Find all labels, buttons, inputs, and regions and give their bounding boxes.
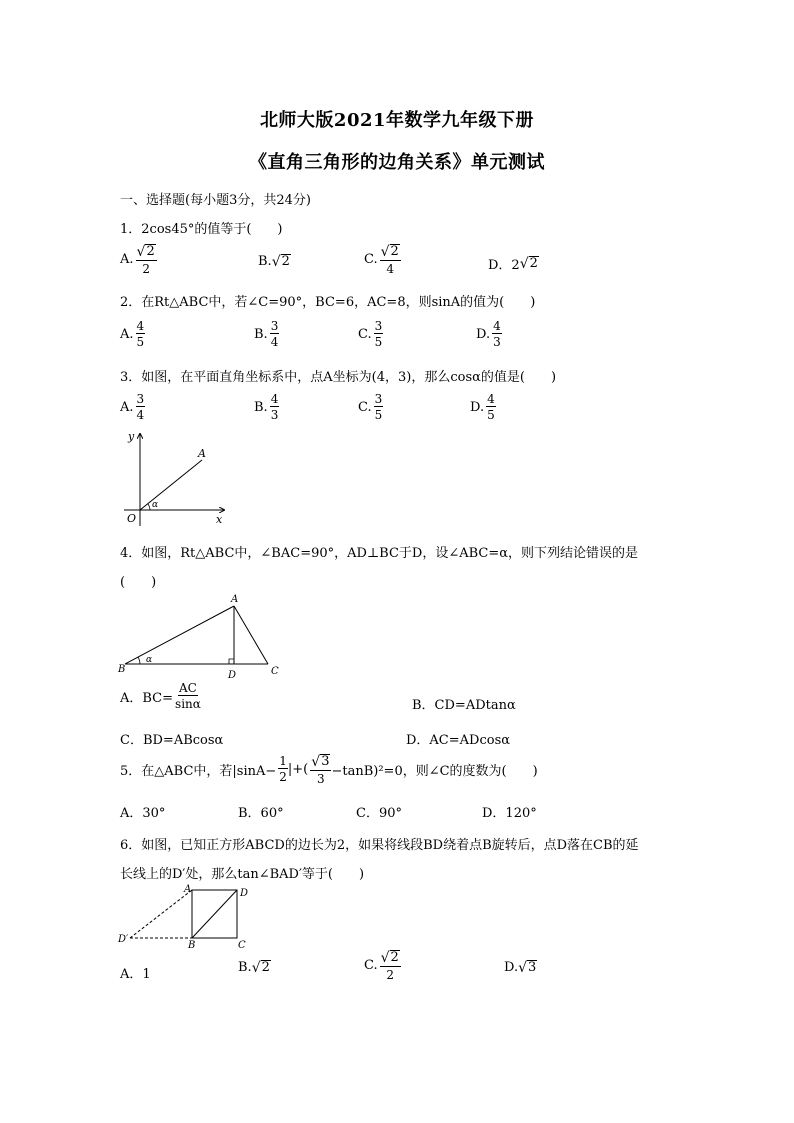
ray-oa: [140, 460, 202, 510]
q4-triangle-figure: [116, 592, 286, 682]
right-angle-mark: [229, 659, 234, 664]
q6-option-a[interactable]: A．1: [120, 967, 151, 982]
angle-arc: [148, 504, 150, 510]
q4-option-a[interactable]: A．BC= $\frac{AC}{\sin\alpha}$: [120, 681, 201, 711]
q3-option-b[interactable]: B. $\frac{4}{3}$: [254, 392, 279, 422]
q6-square-figure: [116, 882, 256, 950]
question-4-paren: ( ): [120, 575, 157, 590]
vertex-a-label: A: [231, 594, 239, 605]
question-6-text-line-1: 6．如图，已知正方形ABCD的边长为2，如果将线段BD绕着点B旋转后，点D落在CB的延: [120, 838, 639, 853]
question-1-text: 1．2cos45°的值等于( ): [120, 222, 283, 237]
q6-option-d[interactable]: D. √ 3: [504, 959, 537, 976]
q3-coordinate-figure: [118, 428, 233, 528]
q4-option-c[interactable]: C．BD=ABcosα: [120, 733, 224, 748]
q3-option-d[interactable]: D. $\frac{4}{5}$: [470, 392, 495, 422]
q5-option-b[interactable]: B．60°: [238, 806, 284, 821]
q3-option-a[interactable]: A. $\frac{3}{4}$: [120, 392, 145, 422]
q5-option-a[interactable]: A．30°: [120, 806, 166, 821]
q5-option-d[interactable]: D．120°: [482, 806, 537, 821]
q6-option-c[interactable]: C. √ 2 2: [364, 949, 399, 982]
vertex-c-label: C: [238, 940, 246, 950]
vertex-b-label: B: [118, 664, 126, 675]
question-2-text: 2．在Rt△ABC中，若∠C=90°，BC=6，AC=8，则sinA的值为( ): [120, 295, 536, 310]
x-axis-label: x: [216, 513, 223, 526]
vertex-b-label: B: [188, 940, 196, 950]
vertex-d-label: D: [240, 888, 249, 899]
point-d-label: D: [228, 670, 237, 681]
alpha-label: α: [146, 655, 153, 665]
side-ac: [234, 606, 268, 664]
title-line-2: 《直角三角形的边角关系》单元测试: [249, 152, 545, 173]
q2-option-a[interactable]: A. $\frac{4}{5}$: [120, 319, 145, 349]
origin-label: O: [127, 512, 137, 525]
vertex-a-label: A: [184, 884, 192, 895]
question-6-text-line-2: 长线上的D′处，那么tan∠BAD′等于( ): [120, 867, 365, 882]
section-heading: 一、选择题(每小题3分，共24分): [120, 193, 311, 208]
point-a-label: A: [198, 447, 206, 460]
q1-option-a[interactable]: A. √ 2 2: [120, 243, 155, 276]
question-5-text: 5．在△ABC中，若|sinA− $\frac{1}{2}$ |+( √ 3 3 −tanB)²=0，则∠C的度数为( ): [120, 753, 538, 786]
point-d-prime-label: D′: [118, 934, 129, 945]
q3-option-c[interactable]: C. $\frac{3}{5}$: [358, 392, 383, 422]
title-line-1: 北师大版2021年数学九年级下册: [259, 110, 535, 131]
y-axis-label: y: [128, 430, 135, 443]
question-3-text: 3．如图，在平面直角坐标系中，点A坐标为(4，3)，那么cosα的值是( ): [120, 370, 557, 385]
segment-d-prime-a: [130, 890, 192, 938]
question-4-text: 4．如图，Rt△ABC中，∠BAC=90°，AD⊥BC于D，设∠ABC=α，则下列结论错误的是: [120, 546, 639, 561]
angle-arc: [138, 657, 140, 664]
diagonal-bd: [192, 890, 237, 938]
q1-option-b[interactable]: B. √ 2: [258, 253, 290, 270]
q4-option-b[interactable]: B．CD=ADtanα: [412, 698, 516, 713]
q5-option-c[interactable]: C．90°: [356, 806, 402, 821]
q1-option-d[interactable]: D．2 √ 2: [488, 255, 538, 273]
q1-option-c[interactable]: C. √ 2 4: [364, 243, 399, 276]
q4-option-d[interactable]: D．AC=ADcosα: [406, 733, 511, 748]
q2-option-d[interactable]: D. $\frac{4}{3}$: [476, 319, 501, 349]
vertex-c-label: C: [271, 666, 279, 677]
q6-option-b[interactable]: B. √ 2: [238, 959, 270, 976]
side-ab: [125, 606, 234, 664]
q2-option-c[interactable]: C. $\frac{3}{5}$: [358, 319, 383, 349]
q2-option-b[interactable]: B. $\frac{3}{4}$: [254, 319, 279, 349]
alpha-label: α: [152, 500, 159, 510]
